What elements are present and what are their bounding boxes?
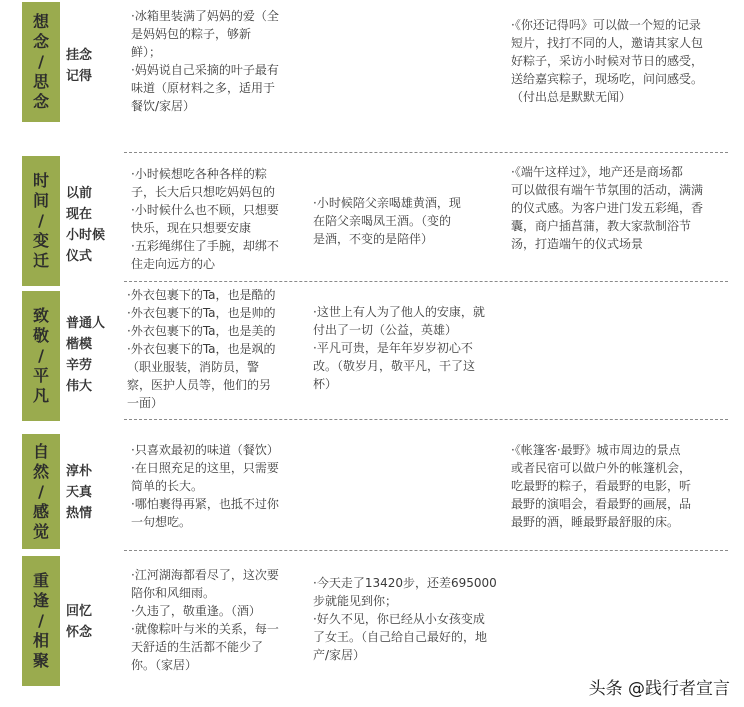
- subtopic-nature: 淳朴 天真 热情: [66, 464, 93, 521]
- category-nature: 自 然 / 感 觉: [22, 434, 60, 549]
- subtopic-missing: 挂念 记得: [66, 48, 93, 84]
- ideas-col2-reunion: ·今天走了13420步，还差695000 步就能见到你； ·好久不见，你已经从小女孩变成 了女王。（自己给自己最好的，地 产/家居）: [313, 576, 497, 662]
- category-tribute: 致 敬 / 平 凡: [22, 291, 60, 421]
- row-divider: [124, 419, 728, 420]
- ideas-col3-nature: ·《帐篷客·最野》城市周边的景点 或者民宿可以做户外的帐篷机会， 吃最野的粽子，看最野的电影，听 最野的演唱会，看最野的画展，品 最野的酒，睡最野最舒服的床。: [511, 443, 692, 529]
- subtopic-time-change: 以前 现在 小时候 仪式: [66, 186, 106, 264]
- ideas-col1-tribute: ·外衣包裹下的Ta，也是酷的 ·外衣包裹下的Ta，也是帅的 ·外衣包裹下的Ta，也是美的 ·外衣包裹下的Ta，也是飒的 （职业服装，消防员，警 察，医护人员等，他们的另 一面）: [127, 288, 276, 410]
- category-reunion: 重 逢 / 相 聚: [22, 556, 60, 686]
- row-divider: [124, 281, 728, 282]
- ideas-col3-missing: ·《你还记得吗》可以做一个短的记录 短片，找打不同的人，邀请其家人包 好粽子，采访小时候对节日的感受， 送给嘉宾粽子，现场吃，问问感受。 （付出总是默默无闻）: [511, 18, 704, 104]
- ideas-col2-time-change: ·小时候陪父亲喝雄黄酒，现 在陪父亲喝凤王酒。（变的 是酒，不变的是陪伴）: [313, 196, 461, 246]
- ideas-col2-tribute: ·这世上有人为了他人的安康，就 付出了一切（公益，英雄） ·平凡可贵，是年年岁岁初心不 改。（敬岁月，敬平凡，干了这 杯）: [313, 305, 485, 391]
- ideas-col1-time-change: ·小时候想吃各种各样的粽 子，长大后只想吃妈妈包的 ·小时候什么也不顾，只想要 快乐，现在只想要安康 ·五彩绳绑住了手腕，却绑不 住走向远方的心: [131, 167, 279, 271]
- ideas-col1-reunion: ·江河湖海都看尽了，这次要 陪你和风细雨。 ·久违了，敬重逢。（酒） ·就像粽叶与米的关系，每一 天舒适的生活都不能少了 你。（家居）: [131, 568, 279, 672]
- category-missing: 想 念 / 思 念: [22, 2, 60, 122]
- row-divider: [124, 152, 728, 153]
- subtopic-reunion: 回忆 怀念: [66, 604, 93, 640]
- ideas-col1-nature: ·只喜欢最初的味道（餐饮） ·在日照充足的这里，只需要 简单的长大。 ·哪怕裹得再紧，也抵不过你 一句想吃。: [131, 443, 279, 529]
- category-time-change: 时 间 / 变 迁: [22, 156, 60, 286]
- ideas-col1-missing: ·冰箱里装满了妈妈的爱（全 是妈妈包的粽子，够新 鲜）； ·妈妈说自己采摘的叶子最有 味道（原材料之多，适用于 餐饮/家居）: [131, 9, 279, 113]
- ideas-col3-time-change: ·《端午这样过》，地产还是商场都 可以做很有端午节氛围的活动，满满 的仪式感。为客户进门发五彩绳，香 囊，商户插菖蒲，教大家款制浴节 汤，打造端午的仪式场景: [511, 165, 704, 251]
- watermark: 头条 @践行者宣言: [588, 679, 730, 699]
- subtopic-tribute: 普通人 楷模 辛劳 伟大: [66, 316, 106, 394]
- row-divider: [124, 550, 728, 551]
